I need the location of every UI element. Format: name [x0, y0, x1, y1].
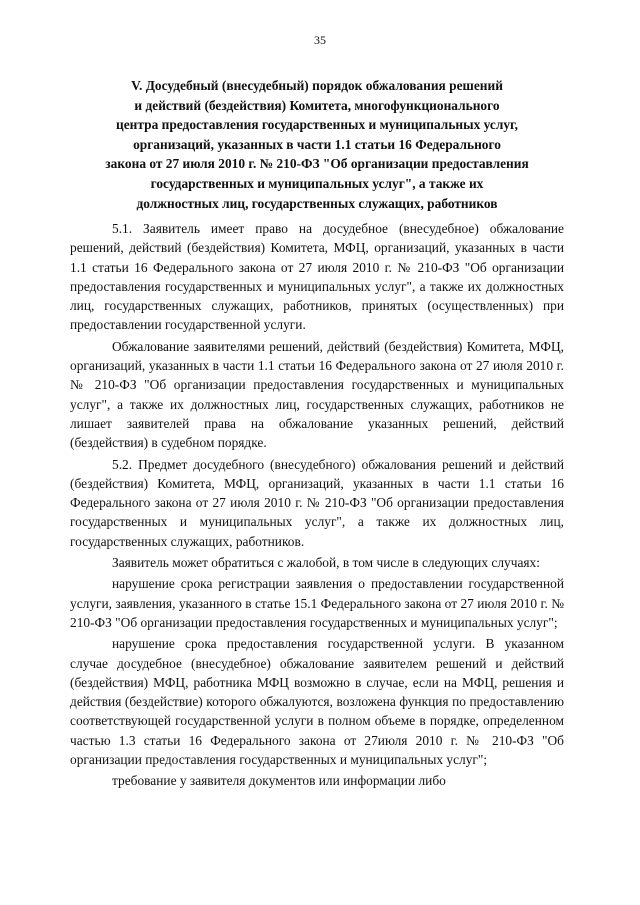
section-heading: [68, 76, 566, 213]
heading-line: государственных и муниципальных услуг", а также их: [150, 175, 484, 191]
paragraph-appeal-court: Обжалование заявителями решений, действий (бездействия) Комитета, МФЦ, организаций, указанных в части 1.1 статьи 16 Федерального закона от 27 июля 2010 г. № 210-ФЗ "Об организации предоставления государственных и муниципальных услуг", а также их должностных лиц, государственных служащих, работников не лишает заявителей права на обжалование указанных решений, действий (бездействия) в судебном порядке.: [70, 338, 564, 451]
heading-line: должностных лиц, государственных служащих, работников: [136, 195, 498, 211]
paragraph-registration-violation: нарушение срока регистрации заявления о предоставлении государственной услуги, заявления, указанного в статье 15.1 Федерального закона от 27 июля 2010 г. № 210-ФЗ "Об организации предоставления государственных и муниципальных услуг";: [70, 576, 564, 630]
heading-line: организаций, указанных в части 1.1 статьи 16 Федерального: [133, 136, 501, 152]
heading-line: и действий (бездействия) Комитета, многофункционального: [134, 97, 500, 113]
paragraph-provision-violation: нарушение срока предоставления государственной услуги. В указанном случае досудебное (внесудебное) обжалование заявителем решений и действий (бездействия) МФЦ, работника МФЦ возможно в случае, если на МФЦ, решения и действия (бездействие) которого обжалуются, возложена функция по предоставлению соответствующей государственной услуги в полном объеме в порядке, определенном частью 1.3 статьи 16 Федерального закона от 27июля 2010 г. № 210-ФЗ "Об организации предоставления государственных и муниципальных услуг";: [70, 636, 564, 768]
page-number: 35: [314, 33, 326, 47]
heading-line: закона от 27 июля 2010 г. № 210-ФЗ "Об организации предоставления: [105, 156, 529, 172]
paragraph-document-requirement: требование у заявителя документов или информации либо: [112, 773, 446, 789]
heading-line: V. Досудебный (внесудебный) порядок обжалования решений: [131, 78, 503, 93]
paragraph-5-1: 5.1. Заявитель имеет право на досудебное (внесудебное) обжалование решений, действий (бездействия) Комитета, МФЦ, организаций, указанных в части 1.1 статьи 16 Федерального закона от 27 июля 2010 г. № 210-ФЗ "Об организации предоставления государственных и муниципальных услуг", а также их должностных лиц, государственных служащих, работников, принятых (осуществленных) при предоставлении государственной услуги.: [70, 221, 564, 333]
heading-line: центра предоставления государственных и муниципальных услуг,: [116, 117, 518, 133]
paragraph-complaint-cases: Заявитель может обратиться с жалобой, в том числе в следующих случаях:: [112, 555, 540, 571]
document-body: [70, 219, 564, 791]
paragraph-5-2: 5.2. Предмет досудебного (внесудебного) обжалования решений и действий (бездействия) Комитета, МФЦ, организаций, указанных в части 1.1 статьи 16 Федерального закона от 27 июля 2010 г. № 210-ФЗ "Об организации предоставления государственных и муниципальных услуг", а также их должностных лиц, государственных служащих, работников.: [70, 456, 564, 549]
